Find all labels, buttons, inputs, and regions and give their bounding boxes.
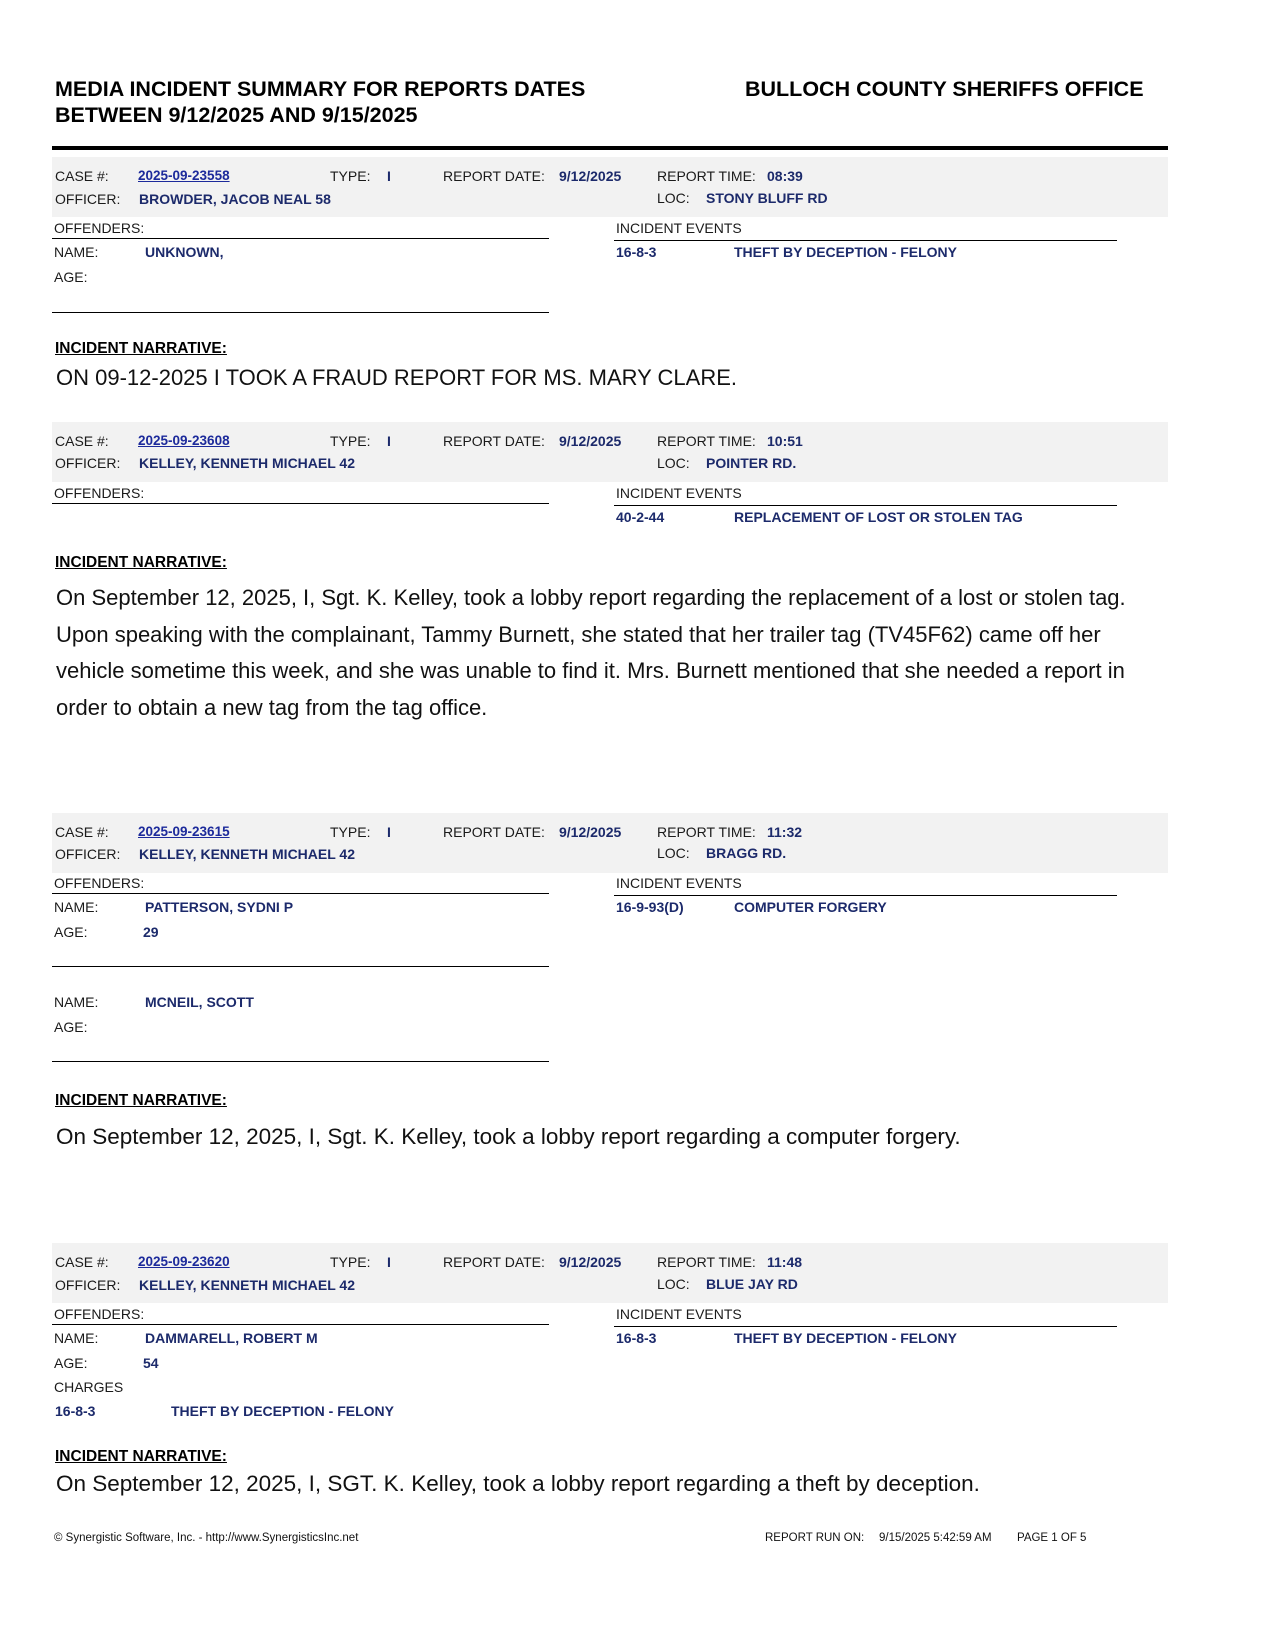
event-description: COMPUTER FORGERY [734, 899, 887, 915]
officer-label: OFFICER: [55, 455, 121, 471]
location: STONY BLUFF RD [706, 190, 828, 206]
narrative-text: On September 12, 2025, I, Sgt. K. Kelley, took a lobby report regarding the replacement of a lost or stolen tag. Upon speaking with the complainant, Tammy Burnett, she stated that her trailer tag (TV45F62) came off her vehicle sometime this week, and she was unable to find it. Mrs. Burnett mentioned that she needed a report in order to obtain a new tag from the tag office. [56, 585, 1126, 720]
charge-description: THEFT BY DECEPTION - FELONY [171, 1403, 394, 1419]
report-time-label: REPORT TIME: [657, 1254, 756, 1270]
incident-events-label: INCIDENT EVENTS [616, 220, 742, 236]
location: BLUE JAY RD [706, 1276, 798, 1292]
event-code: 16-8-3 [616, 244, 657, 260]
report-date: 9/12/2025 [559, 168, 622, 184]
incident-events-label: INCIDENT EVENTS [616, 875, 742, 891]
footer-run-on-label: REPORT RUN ON: [765, 1532, 865, 1544]
offenders-label: OFFENDERS: [54, 875, 145, 891]
report-date-label: REPORT DATE: [443, 1254, 545, 1270]
footer-copyright: © Synergistic Software, Inc. - http://www.SynergisticsInc.net [54, 1532, 359, 1544]
case-number-link[interactable]: 2025-09-23620 [138, 1254, 230, 1269]
report-date-label: REPORT DATE: [443, 168, 545, 184]
report-date: 9/12/2025 [559, 433, 622, 449]
narrative-heading: INCIDENT NARRATIVE: [55, 1448, 227, 1465]
report-date-label: REPORT DATE: [443, 433, 545, 449]
report-time-label: REPORT TIME: [657, 433, 756, 449]
officer-name: KELLEY, KENNETH MICHAEL 42 [139, 455, 355, 471]
offender-age: 54 [143, 1355, 159, 1371]
narrative-heading: INCIDENT NARRATIVE: [55, 340, 227, 357]
offender-rule [52, 966, 549, 967]
case-type: I [387, 433, 391, 449]
offender-age-label: AGE: [54, 1019, 88, 1035]
offender-age-label: AGE: [54, 1355, 88, 1371]
offender-name: DAMMARELL, ROBERT M [145, 1330, 318, 1346]
events-rule [614, 1326, 1117, 1327]
offender-name-label: NAME: [54, 244, 99, 260]
offender-name: MCNEIL, SCOTT [145, 994, 254, 1010]
footer-page-number: PAGE 1 OF 5 [1017, 1532, 1087, 1544]
events-rule [614, 895, 1117, 896]
case-type: I [387, 824, 391, 840]
case-label: CASE #: [55, 168, 109, 184]
event-description: THEFT BY DECEPTION - FELONY [734, 244, 957, 260]
officer-label: OFFICER: [55, 191, 121, 207]
offender-age-label: AGE: [54, 924, 88, 940]
offender-rule [52, 312, 549, 313]
agency-name: BULLOCH COUNTY SHERIFFS OFFICE [745, 77, 1144, 101]
case-header-band [52, 1243, 1168, 1303]
case-number-link[interactable]: 2025-09-23608 [138, 433, 230, 448]
event-description: REPLACEMENT OF LOST OR STOLEN TAG [734, 509, 1023, 525]
case-header-band [52, 813, 1168, 873]
officer-label: OFFICER: [55, 1277, 121, 1293]
offenders-rule [52, 503, 549, 504]
charges-label: CHARGES [54, 1379, 124, 1395]
offenders-label: OFFENDERS: [54, 220, 145, 236]
offender-age: 29 [143, 924, 159, 940]
case-type: I [387, 168, 391, 184]
offender-name-label: NAME: [54, 1330, 99, 1346]
location: POINTER RD. [706, 455, 797, 471]
loc-label: LOC: [657, 845, 690, 861]
type-label: TYPE: [330, 433, 371, 449]
offender-rule [52, 1061, 549, 1062]
case-number-link[interactable]: 2025-09-23558 [138, 168, 230, 183]
incident-events-label: INCIDENT EVENTS [616, 485, 742, 501]
case-label: CASE #: [55, 1254, 109, 1270]
report-date: 9/12/2025 [559, 824, 622, 840]
offenders-rule [52, 1324, 549, 1325]
events-rule [614, 240, 1117, 241]
loc-label: LOC: [657, 1276, 690, 1292]
offender-name-label: NAME: [54, 899, 99, 915]
type-label: TYPE: [330, 824, 371, 840]
report-time-label: REPORT TIME: [657, 824, 756, 840]
narrative-heading: INCIDENT NARRATIVE: [55, 1092, 227, 1109]
officer-name: KELLEY, KENNETH MICHAEL 42 [139, 846, 355, 862]
report-date-label: REPORT DATE: [443, 824, 545, 840]
report-time: 08:39 [767, 168, 803, 184]
offender-name: UNKNOWN, [145, 244, 224, 260]
location: BRAGG RD. [706, 845, 787, 861]
event-code: 16-8-3 [616, 1330, 657, 1346]
report-time: 11:48 [767, 1254, 803, 1270]
officer-name: KELLEY, KENNETH MICHAEL 42 [139, 1277, 355, 1293]
officer-name: BROWDER, JACOB NEAL 58 [139, 191, 331, 207]
offenders-rule [52, 893, 549, 894]
offenders-label: OFFENDERS: [54, 1306, 145, 1322]
narrative-heading: INCIDENT NARRATIVE: [55, 554, 227, 571]
offender-name-label: NAME: [54, 994, 99, 1010]
case-label: CASE #: [55, 824, 109, 840]
type-label: TYPE: [330, 1254, 371, 1270]
footer-run-on: 9/15/2025 5:42:59 AM [879, 1532, 992, 1544]
type-label: TYPE: [330, 168, 371, 184]
events-rule [614, 505, 1117, 506]
narrative-text: On September 12, 2025, I, Sgt. K. Kelley, took a lobby report regarding a computer forgery. [56, 1124, 961, 1149]
header-divider [52, 146, 1168, 150]
event-description: THEFT BY DECEPTION - FELONY [734, 1330, 957, 1346]
narrative-text: ON 09-12-2025 I TOOK A FRAUD REPORT FOR MS. MARY CLARE. [56, 365, 738, 390]
report-time: 10:51 [767, 433, 803, 449]
case-type: I [387, 1254, 391, 1270]
offenders-label: OFFENDERS: [54, 485, 145, 501]
report-date: 9/12/2025 [559, 1254, 622, 1270]
officer-label: OFFICER: [55, 846, 121, 862]
case-header-band [52, 157, 1168, 217]
narrative-text: On September 12, 2025, I, SGT. K. Kelley, took a lobby report regarding a theft by deception. [56, 1471, 980, 1496]
report-time-label: REPORT TIME: [657, 168, 756, 184]
report-time: 11:32 [767, 824, 803, 840]
case-number-link[interactable]: 2025-09-23615 [138, 824, 230, 839]
event-code: 40-2-44 [616, 509, 665, 525]
offender-age-label: AGE: [54, 269, 88, 285]
charge-code: 16-8-3 [55, 1403, 96, 1419]
case-label: CASE #: [55, 433, 109, 449]
loc-label: LOC: [657, 190, 690, 206]
offenders-rule [52, 238, 549, 239]
loc-label: LOC: [657, 455, 690, 471]
case-header-band [52, 422, 1168, 482]
incident-events-label: INCIDENT EVENTS [616, 1306, 742, 1322]
offender-name: PATTERSON, SYDNI P [145, 899, 294, 915]
report-title: MEDIA INCIDENT SUMMARY FOR REPORTS DATES BETWEEN 9/12/2025 AND 9/15/2025 [55, 77, 586, 127]
event-code: 16-9-93(D) [616, 899, 684, 915]
